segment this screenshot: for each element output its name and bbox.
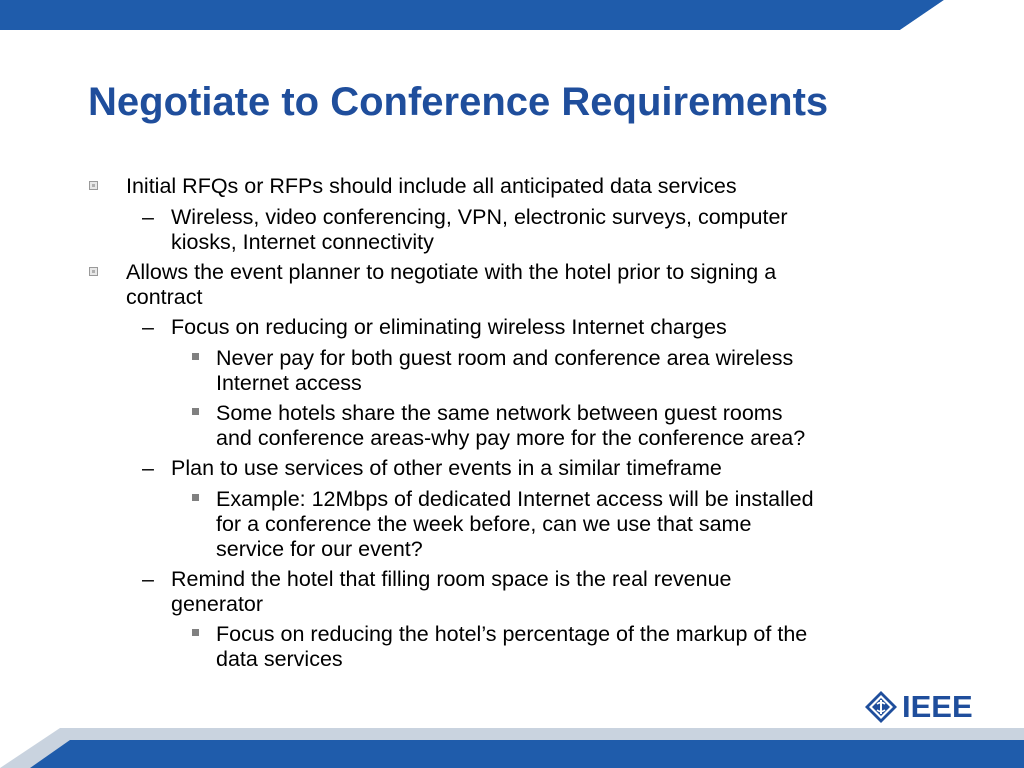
list-item: generator bbox=[171, 592, 264, 616]
bullet-dash-icon: – bbox=[142, 315, 154, 339]
list-item: for a conference the week before, can we use that same bbox=[216, 512, 752, 536]
list-item: and conference areas-why pay more for the conference area? bbox=[216, 426, 806, 450]
bullet-dash-icon: – bbox=[142, 456, 154, 480]
bullet-small-square-icon bbox=[192, 629, 199, 636]
list-item: Plan to use services of other events in a similar timeframe bbox=[171, 456, 722, 480]
list-item: contract bbox=[126, 285, 203, 309]
ieee-logo bbox=[864, 690, 984, 724]
list-item: Internet access bbox=[216, 371, 362, 395]
ieee-diamond-icon bbox=[864, 690, 898, 724]
list-item: Allows the event planner to negotiate with the hotel prior to signing a bbox=[126, 260, 777, 284]
list-item: Focus on reducing the hotel’s percentage of the markup of the bbox=[216, 622, 808, 646]
list-item: Focus on reducing or eliminating wireless Internet charges bbox=[171, 315, 727, 339]
list-item: Remind the hotel that filling room space is the real revenue bbox=[171, 567, 732, 591]
list-item: Initial RFQs or RFPs should include all anticipated data services bbox=[126, 174, 737, 198]
list-item: service for our event? bbox=[216, 537, 423, 561]
list-item: kiosks, Internet connectivity bbox=[171, 230, 434, 254]
list-item: Example: 12Mbps of dedicated Internet access will be installed bbox=[216, 487, 814, 511]
bullet-small-square-icon bbox=[192, 494, 199, 501]
list-item: Wireless, video conferencing, VPN, electronic surveys, computer bbox=[171, 205, 788, 229]
list-item: Some hotels share the same network between guest rooms bbox=[216, 401, 783, 425]
bottom-banner bbox=[0, 728, 1024, 768]
bullet-square-icon bbox=[89, 267, 98, 276]
bullet-small-square-icon bbox=[192, 353, 199, 360]
list-item: data services bbox=[216, 647, 343, 671]
logo-text: IEEE bbox=[902, 689, 973, 724]
list-item: Never pay for both guest room and conference area wireless bbox=[216, 346, 794, 370]
bullet-small-square-icon bbox=[192, 408, 199, 415]
bullet-dash-icon: – bbox=[142, 567, 154, 591]
slide-title: Negotiate to Conference Requirements bbox=[88, 80, 829, 124]
bullet-dash-icon: – bbox=[142, 205, 154, 229]
bullet-square-icon bbox=[89, 181, 98, 190]
